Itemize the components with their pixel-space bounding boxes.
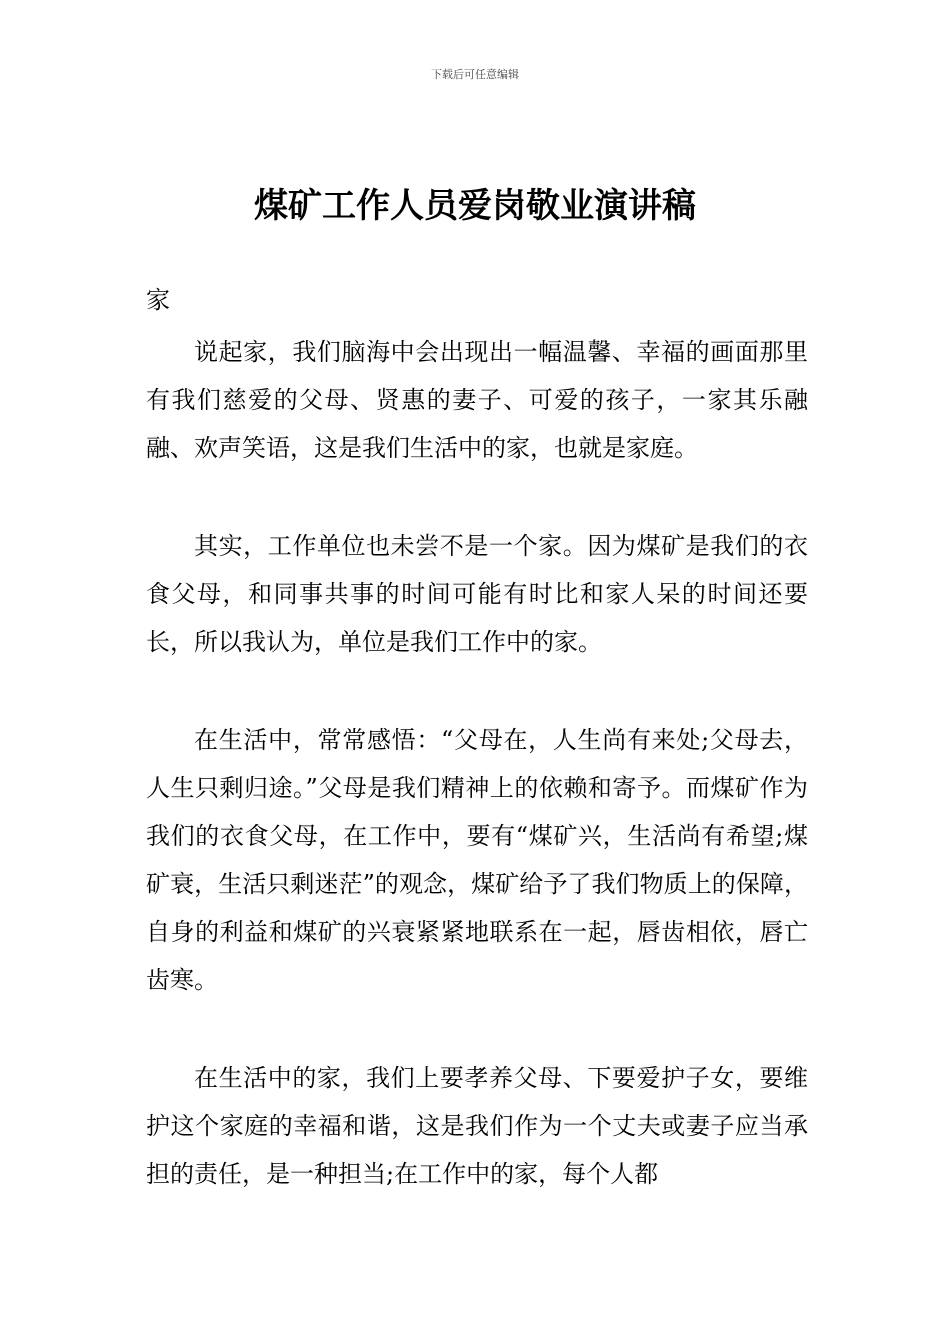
paragraph-1: 说起家，我们脑海中会出现出一幅温馨、幸福的画面那里有我们慈爱的父母、贤惠的妻子、可爱的孩子，一家其乐融融、欢声笑语，这是我们生活中的家，也就是家庭。 [146,338,808,462]
document-title: 煤矿工作人员爱岗敬业演讲稿 [254,186,696,226]
section-heading: 家 [146,286,170,314]
page-header-note: 下载后可任意编辑 [431,68,519,81]
paragraph-3: 在生活中，常常感悟：“父母在，人生尚有来处;父母去，人生只剩归途。”父母是我们精神上的依赖和寄予。而煤矿作为我们的衣食父母，在工作中，要有“煤矿兴，生活尚有希望;煤矿衰，生活只剩迷茫”的观念，煤矿给予了我们物质上的保障，自身的利益和煤矿的兴衰紧紧地联系在一起，唇齿相依，唇亡齿寒。 [146,726,808,994]
paragraph-4: 在生活中的家，我们上要孝养父母、下要爱护子女，要维护这个家庭的幸福和谐，这是我们作为一个丈夫或妻子应当承担的责任，是一种担当;在工作中的家，每个人都 [146,1064,808,1188]
document-body [146,280,808,1248]
paragraph-2: 其实，工作单位也未尝不是一个家。因为煤矿是我们的衣食父母，和同事共事的时间可能有时比和家人呆的时间还要长，所以我认为，单位是我们工作中的家。 [146,532,808,656]
